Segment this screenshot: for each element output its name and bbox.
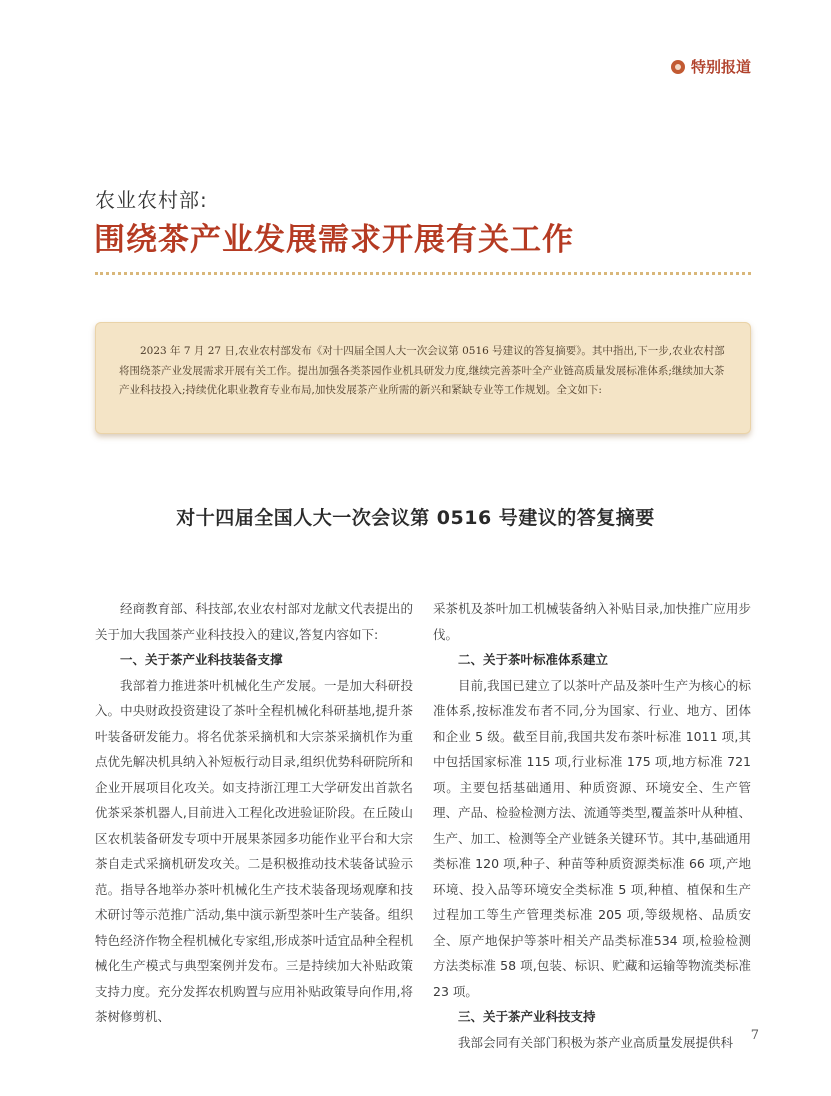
body-paragraph-continued: 采茶机及茶叶加工机械装备纳入补贴目录,加快推广应用步伐。 xyxy=(433,601,751,642)
body-paragraph: 经商教育部、科技部,农业农村部对龙献文代表提出的关于加大我国茶产业科技投入的建议,答复内容如下: xyxy=(95,601,413,642)
summary-box xyxy=(95,322,751,434)
section-tag xyxy=(671,56,751,77)
section-heading: 二、关于茶叶标准体系建立 xyxy=(458,652,609,667)
body-column-left xyxy=(95,596,413,1030)
body-paragraph: 我部着力推进茶叶机械化生产发展。一是加大科研投入。中央财政投资建设了茶叶全程机械化科研基地,提升茶叶装备研发能力。将名优茶采摘机和大宗茶采摘机作为重点优先解决机具纳入补短板行动目录,组织优势科研院所和企业开展项目化攻关。如支持浙江理工大学研发出首款名优茶采茶机器人,目前进入工程化改进验证阶段。在丘陵山区农机装备研发专项中开展果茶园多功能作业平台和大宗茶自走式采摘机研发攻关。二是积极推动技术装备试验示范。指导各地举办茶叶机械化生产技术装备现场观摩和技术研讨等示范推广活动,集中演示新型茶叶生产装备。组织特色经济作物全程机械化专家组,形成茶叶适宜品种全程机械化生产模式与典型案例并发布。三是持续加大补贴政策支持力度。充分发挥农机购置与应用补贴政策导向作用,将茶树修剪机、 xyxy=(95,677,413,1024)
section-heading: 三、关于茶产业科技支持 xyxy=(458,1009,596,1024)
section-heading: 一、关于茶产业科技装备支撑 xyxy=(120,652,283,667)
body-paragraph: 目前,我国已建立了以茶叶产品及茶叶生产为核心的标准体系,按标准发布者不同,分为国家、行业、地方、团体和企业 5 级。截至目前,我国共发布茶叶标准 1011 项,其中包括国家标准 115 项,行业标准 175 项,地方标准 721 项。主要包括基础通用、种质资源、环境安全、生产管理、产品、检验检测方法、流通等类型,覆盖茶叶从种植、生产、加工、检测等全产业链条关键环节。其中,基础通用类标准 120 项,种子、种苗等种质资源类标准 66 项,产地环境、投入品等环境安全类标准 5 项,种植、植保和生产过程加工等生产管理类标准 205 项,等级规格、品质安全、原产地保护等茶叶相关产品类标准534 项,检验检测方法类标准 58 项,包装、标识、贮藏和运输等物流类标准 23 项。 xyxy=(433,677,751,999)
page-number: 7 xyxy=(750,1028,759,1043)
reply-title: 对十四届全国人大一次会议第 0516 号建议的答复摘要 xyxy=(176,507,655,529)
dotted-divider xyxy=(95,272,751,275)
article-subtitle: 农业农村部: xyxy=(95,188,208,212)
article-headline: 围绕茶产业发展需求开展有关工作 xyxy=(94,222,574,258)
circle-dot-icon xyxy=(671,60,685,74)
body-column-right xyxy=(433,596,751,1055)
summary-text: 2023 年 7 月 27 日,农业农村部发布《对十四届全国人大一次会议第 0516 号建议的答复摘要》。其中指出,下一步,农业农村部将围绕茶产业发展需求开展有关工作。提出加强各类茶园作业机具研发力度,继续完善茶叶全产业链高质量发展标准体系;继续加大茶产业科技投入;持续优化职业教育专业布局,加快发展茶产业所需的新兴和紧缺专业等工作规划。全文如下: xyxy=(119,345,725,396)
section-tag-label: 特别报道 xyxy=(690,58,751,76)
body-paragraph: 我部会同有关部门积极为茶产业高质量发展提供科 xyxy=(458,1034,734,1050)
